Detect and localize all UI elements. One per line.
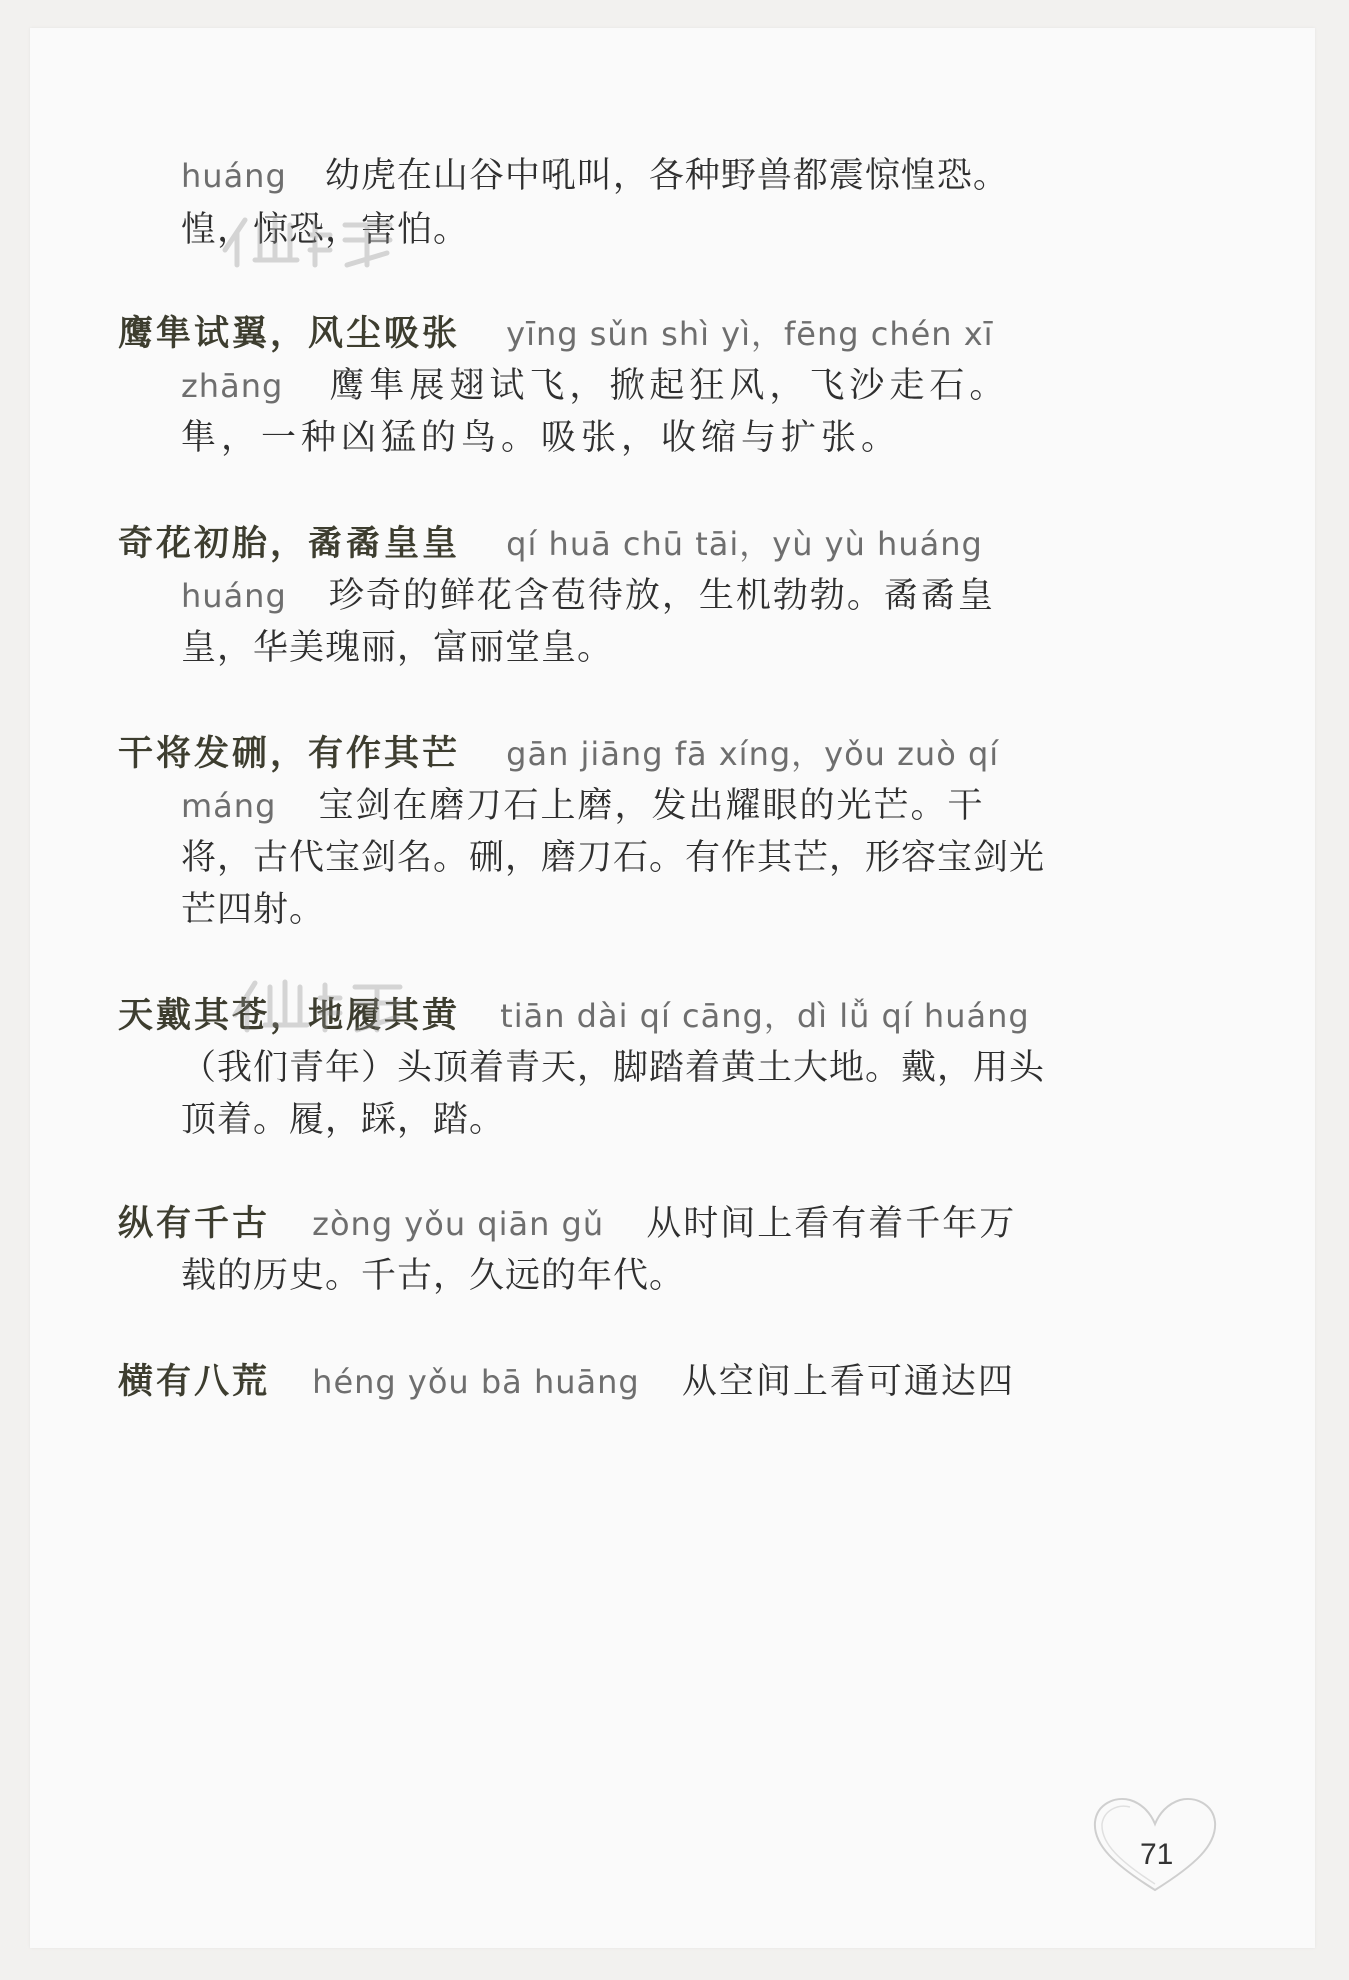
entry-line [181,784,985,828]
entry-line [181,1046,1045,1090]
entry-line [181,626,613,670]
definition-text: 顶着。履，踩，踏。 [181,1100,506,1140]
definition-text: 隼，一种凶猛的鸟。吸张，收缩与扩张。 [181,418,902,458]
definition-text: 宝剑在磨刀石上磨，发出耀眼的光芒。干 [318,786,985,826]
definition-text: 幼虎在山谷中吼叫，各种野兽都震惊惶恐。 [324,156,1009,196]
definition-text: 鹰隼展翅试飞，掀起狂风，飞沙走石。 [329,366,1010,406]
entry-line [181,836,1045,880]
watermark-logo [225,965,425,1040]
entry-headline [118,522,983,566]
pinyin: huáng [181,157,287,195]
idiom-pinyin: tiān dài qí cāng，dì lǚ qí huáng [500,997,1030,1035]
pinyin: huáng [181,577,287,615]
idiom-pinyin: yīng sǔn shì yì，fēng chén xī [506,315,994,353]
entry-headline [118,732,999,776]
pinyin: zhāng [181,367,284,405]
definition-text: 从空间上看可通达四 [681,1362,1015,1402]
definition-text: 皇，华美瑰丽，富丽堂皇。 [181,628,614,668]
entry-line [181,574,995,618]
idiom-heading: 横有八荒 [118,1361,271,1402]
idiom-pinyin: qí huā chū tāi，yù yù huáng [506,525,983,563]
idiom-pinyin: héng yǒu bā huāng [312,1363,640,1401]
entry-line [181,1098,505,1142]
entry-line [181,416,901,460]
idiom-heading: 干将发硎，有作其芒 [118,733,461,774]
pinyin: máng [181,787,277,825]
definition-text: 从时间上看有着千年万 [646,1204,1017,1244]
idiom-pinyin: zòng yǒu qiān gǔ [312,1205,605,1243]
definition-text: 惶，惊恐，害怕。 [181,210,470,250]
idiom-heading: 鹰隼试翼，风尘吸张 [118,313,461,354]
idiom-heading: 纵有千古 [118,1203,271,1244]
entry-line [181,888,325,932]
entry-headline [118,1360,1015,1404]
definition-text: 载的历史。千古，久远的年代。 [181,1256,686,1296]
entry-line [181,154,1009,198]
entry-headline [118,1202,1016,1246]
idiom-heading: 天戴其苍，地履其黄 [118,995,461,1036]
definition-text: 将，古代宝剑名。硎，磨刀石。有作其芒，形容宝剑光 [181,838,1046,878]
idiom-pinyin: gān jiāng fā xíng，yǒu zuò qí [506,735,1000,773]
definition-text: （我们青年）头顶着青天，脚踏着黄土大地。戴，用头 [181,1048,1046,1088]
definition-text: 芒四射。 [181,890,326,930]
entry-line [181,364,1009,408]
watermark-logo [215,205,415,275]
idiom-heading: 奇花初胎，矞矞皇皇 [118,523,461,564]
page-number: 71 [1140,1838,1174,1871]
entry-line [181,1254,685,1298]
entry-headline [118,312,994,356]
definition-text: 珍奇的鲜花含苞待放，生机勃勃。矞矞皇 [328,576,995,616]
